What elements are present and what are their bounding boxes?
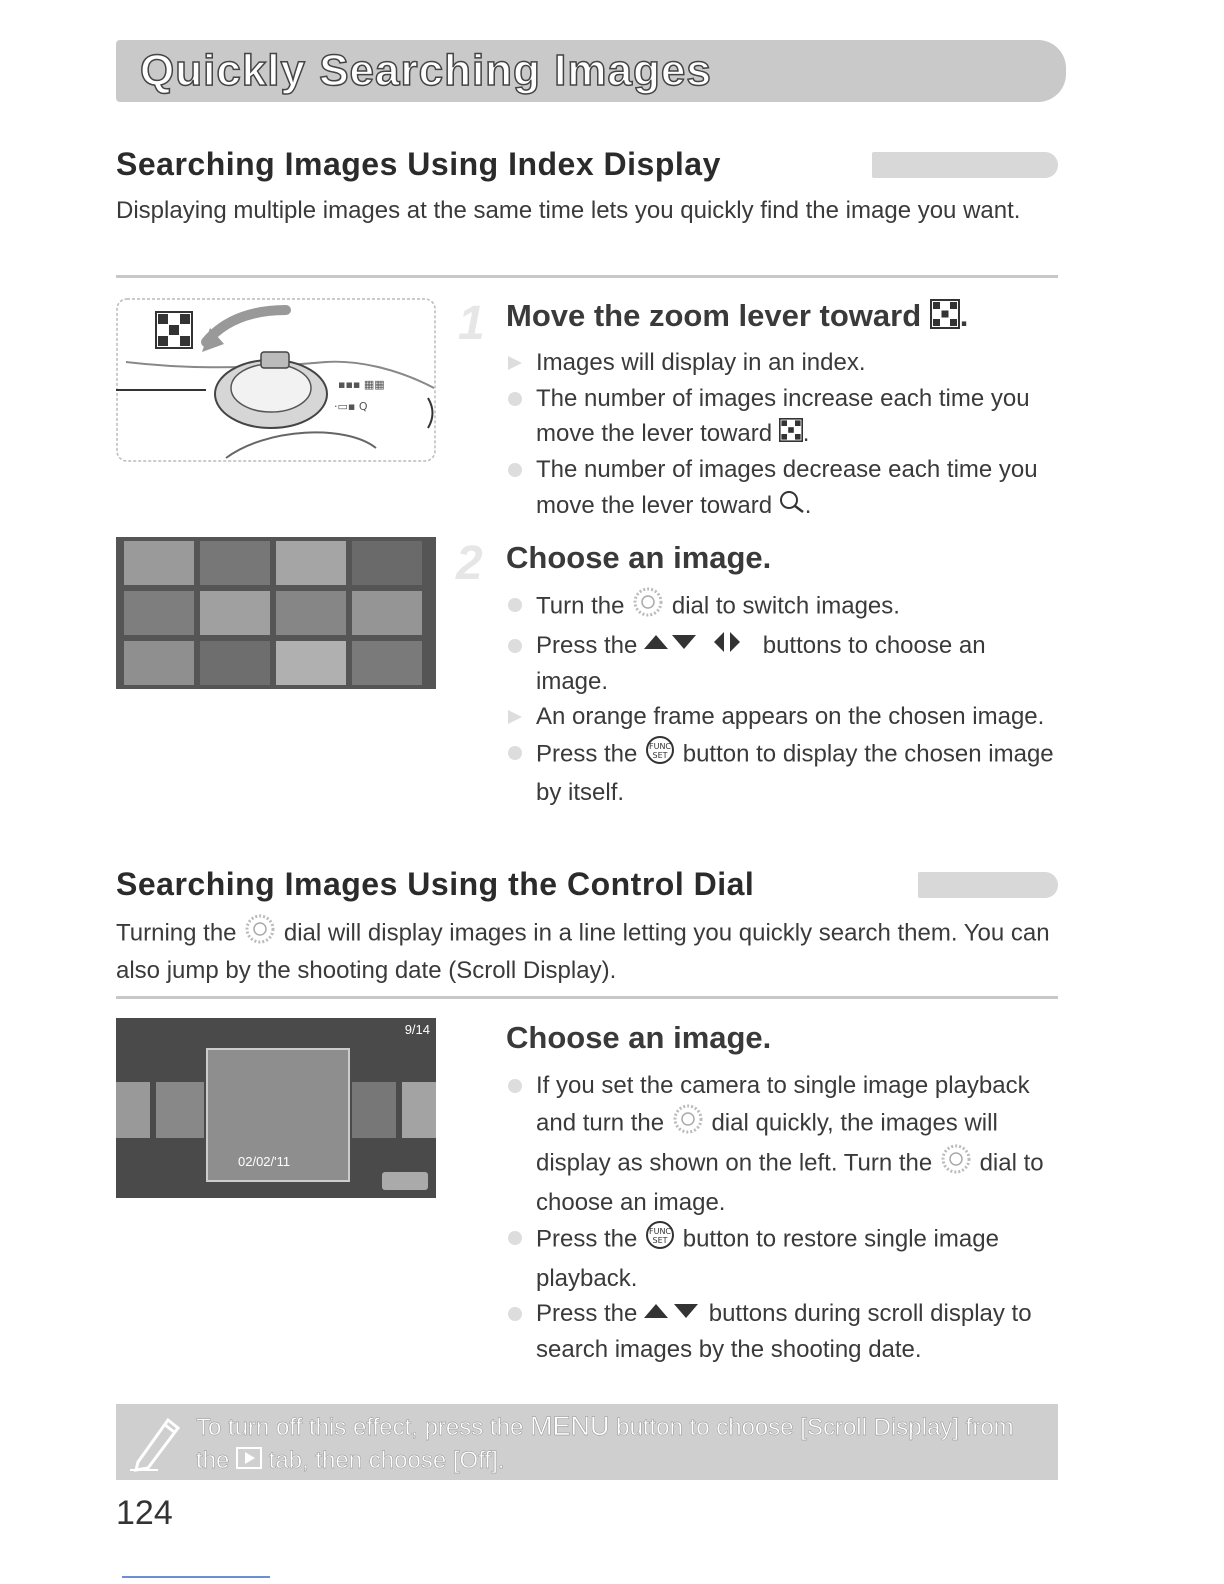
bullet-text: dial to choose an image. bbox=[536, 1149, 1044, 1216]
control-dial-icon bbox=[939, 1144, 973, 1185]
section-heading-control-dial: Searching Images Using the Control Dial bbox=[116, 866, 755, 902]
action-marker-icon bbox=[508, 1079, 522, 1093]
divider bbox=[116, 275, 1058, 278]
bullet-text: button to display the chosen image by itself. bbox=[536, 740, 1054, 807]
thumbnail bbox=[156, 1082, 204, 1138]
index-display-screen bbox=[116, 537, 436, 689]
thumbnail bbox=[276, 641, 346, 685]
action-marker-icon bbox=[508, 463, 522, 477]
svg-text:SET: SET bbox=[652, 1236, 668, 1245]
action-marker-icon bbox=[508, 639, 522, 653]
step-2-title: Choose an image. bbox=[506, 540, 772, 575]
svg-text:FUNC: FUNC bbox=[649, 741, 672, 751]
step-1-bullets bbox=[506, 345, 1056, 524]
thumbnail bbox=[200, 641, 270, 685]
svg-text:SET: SET bbox=[652, 750, 668, 760]
thumbnail bbox=[124, 541, 194, 585]
thumbnail bbox=[352, 591, 422, 635]
action-marker-icon bbox=[508, 598, 522, 612]
bullet-text: An orange frame appears on the chosen image. bbox=[536, 703, 1045, 731]
index-display-icon bbox=[930, 299, 960, 337]
playback-tab-icon bbox=[236, 1445, 262, 1478]
heading-bar bbox=[872, 152, 1058, 178]
list-item bbox=[506, 1068, 1056, 1220]
action-marker-icon bbox=[508, 746, 522, 760]
section-intro: Displaying multiple images at the same time lets you quickly find the image you want. bbox=[116, 197, 1021, 224]
svg-text:·▭▪ Q: ·▭▪ Q bbox=[334, 400, 368, 413]
step-number-1: 1 bbox=[458, 297, 485, 350]
bullet-text: buttons to choose an image. bbox=[536, 631, 986, 695]
step-number-2: 2 bbox=[456, 537, 483, 590]
list-item bbox=[506, 381, 1056, 453]
bullet-end: . bbox=[802, 420, 810, 447]
menu-button-label: MENU bbox=[529, 1411, 610, 1441]
bullet-text: The number of images decrease each time you move the lever toward bbox=[536, 456, 1038, 519]
note-text-a: To turn off this effect, press the bbox=[196, 1414, 524, 1441]
bullet-text: buttons during scroll display to search images by the shooting date. bbox=[536, 1300, 1032, 1364]
zoom-lever-illustration bbox=[116, 298, 436, 462]
bullet-text: button to restore single image playback. bbox=[536, 1225, 999, 1292]
bullet-text: Press the bbox=[536, 740, 638, 768]
action-marker-icon bbox=[508, 1307, 522, 1321]
bullet-text: dial to switch images. bbox=[671, 592, 900, 620]
list-item bbox=[506, 1220, 1056, 1296]
list-item bbox=[506, 735, 1056, 811]
pencil-icon bbox=[128, 1412, 184, 1477]
list-item bbox=[506, 452, 1056, 524]
thumbnail bbox=[352, 641, 422, 685]
up-down-buttons-icon bbox=[644, 1297, 702, 1333]
note-text-b: button to choose [Scroll Display] from the bbox=[196, 1414, 1014, 1474]
thumbnail bbox=[200, 541, 270, 585]
thumbnail bbox=[402, 1082, 436, 1138]
note-text bbox=[196, 1410, 1046, 1478]
thumbnail bbox=[276, 541, 346, 585]
step-1-title-text: Move the zoom lever toward bbox=[506, 298, 922, 333]
index-display-icon bbox=[779, 417, 803, 453]
section2-bullets bbox=[506, 1068, 1056, 1368]
step-1-title-end: . bbox=[959, 298, 969, 333]
result-marker-icon bbox=[508, 356, 522, 370]
heading-bar bbox=[918, 872, 1058, 898]
thumbnail bbox=[352, 541, 422, 585]
page-title: Quickly Searching Images bbox=[140, 46, 712, 95]
direction-buttons-icon bbox=[644, 628, 756, 664]
bullet-text: dial quickly, the images will display as shown on the left. Turn the bbox=[536, 1109, 998, 1177]
section-intro bbox=[116, 914, 1056, 988]
func-set-button-icon bbox=[644, 735, 676, 776]
bullet-text: The number of images increase each time you move the lever toward bbox=[536, 384, 1030, 447]
page-number: 124 bbox=[116, 1494, 173, 1532]
section2-step-title: Choose an image. bbox=[506, 1020, 772, 1055]
action-marker-icon bbox=[508, 392, 522, 406]
list-item bbox=[506, 345, 1056, 381]
thumbnail bbox=[200, 591, 270, 635]
thumbnail bbox=[116, 1082, 150, 1138]
bullet-text: Press the bbox=[536, 1300, 638, 1327]
note-text-c: tab, then choose [Off]. bbox=[268, 1447, 505, 1474]
set-badge bbox=[382, 1172, 428, 1190]
bullet-text: If you set the camera to single image playback and turn the bbox=[536, 1072, 1030, 1137]
intro-text: dial will display images in a line letting you quickly search them. You can also jump by the shooting date (Scroll Display). bbox=[116, 919, 1050, 984]
control-dial-icon bbox=[243, 914, 277, 954]
shooting-date: 02/02/'11 bbox=[238, 1154, 291, 1169]
bullet-text: Press the bbox=[536, 1225, 638, 1253]
control-dial-icon bbox=[631, 587, 665, 628]
section-heading-index-display: Searching Images Using Index Display bbox=[116, 146, 721, 182]
list-item bbox=[506, 1296, 1056, 1368]
scroll-display-screen bbox=[116, 1018, 436, 1198]
intro-text: Turning the bbox=[116, 919, 237, 947]
result-marker-icon bbox=[508, 710, 522, 724]
list-item bbox=[506, 587, 1056, 628]
list-item bbox=[506, 699, 1056, 735]
bullet-text: Press the bbox=[536, 631, 638, 659]
bullet-text: Turn the bbox=[536, 592, 625, 620]
svg-text:▪▪▪ ▦▦: ▪▪▪ ▦▦ bbox=[338, 378, 385, 391]
thumbnail bbox=[352, 1082, 396, 1138]
image-counter: 9/14 bbox=[404, 1022, 430, 1037]
step-2-bullets bbox=[506, 587, 1056, 811]
thumbnail bbox=[276, 591, 346, 635]
control-dial-icon bbox=[671, 1104, 705, 1145]
magnify-icon bbox=[779, 489, 805, 525]
bullet-end: . bbox=[804, 491, 812, 519]
thumbnail bbox=[124, 591, 194, 635]
action-marker-icon bbox=[508, 1231, 522, 1245]
func-set-button-icon bbox=[644, 1220, 676, 1261]
step-1-title bbox=[506, 298, 968, 337]
bullet-text: Images will display in an index. bbox=[536, 349, 866, 376]
divider bbox=[116, 996, 1058, 999]
footer-line bbox=[122, 1576, 270, 1578]
list-item bbox=[506, 628, 1056, 700]
thumbnail bbox=[124, 641, 194, 685]
svg-text:FUNC: FUNC bbox=[649, 1227, 672, 1236]
